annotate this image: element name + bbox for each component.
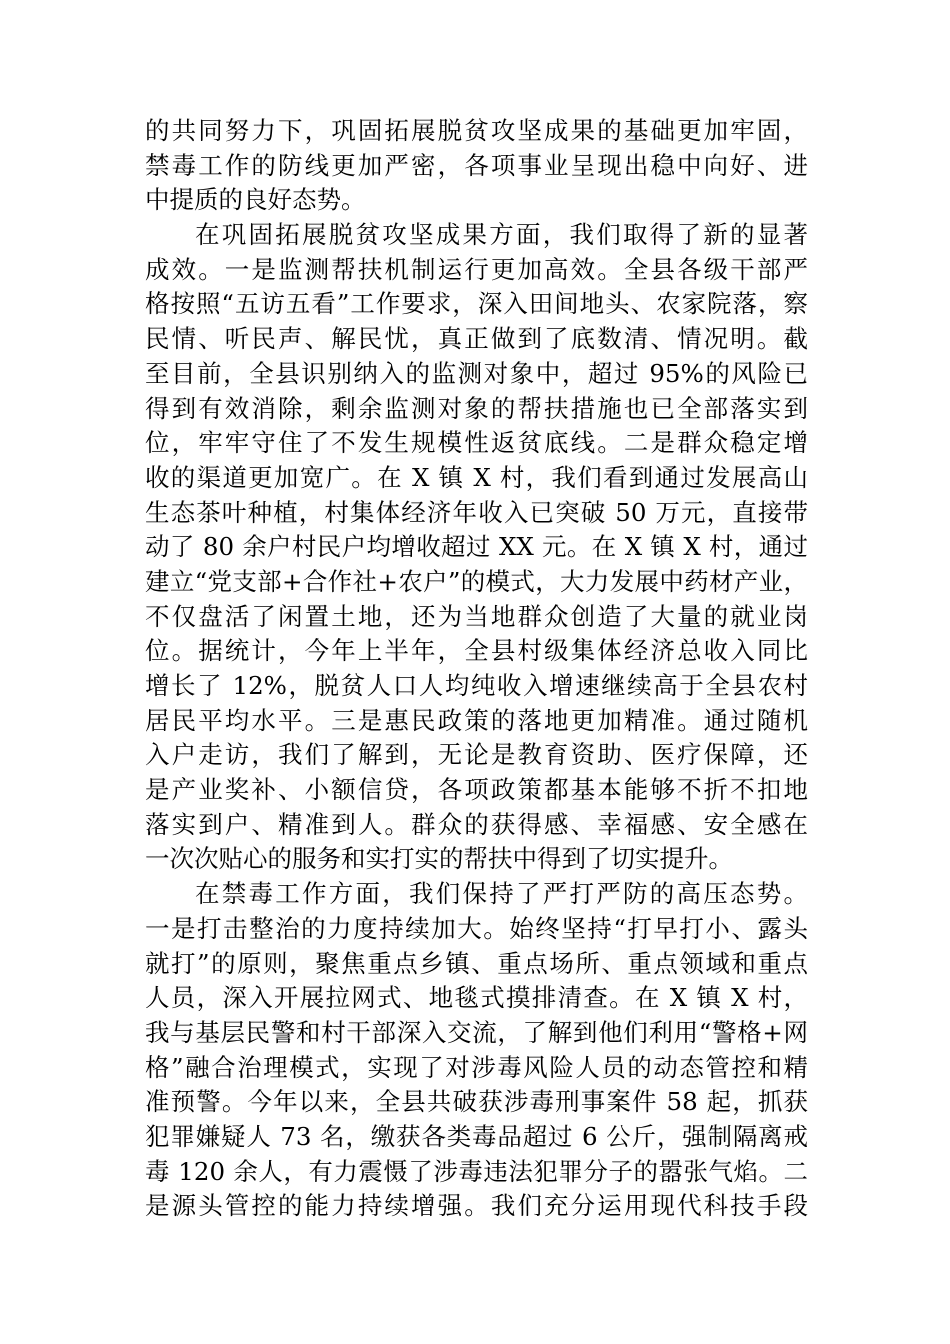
text-line-26: 人员，深入开展拉网式、地毯式摸排清查。在 X 镇 X 村， bbox=[145, 983, 808, 1013]
text-line-5: 成效。一是监测帮扶机制运行更加高效。全县各级干部严 bbox=[145, 254, 808, 284]
text-line-18: 居民平均水平。三是惠民政策的落地更加精准。通过随机 bbox=[145, 705, 808, 735]
text-line-14: 建立“党支部+合作社+农户”的模式，大力发展中药材产业， bbox=[145, 566, 808, 596]
text-line-32: 是源头管控的能力持续增强。我们充分运用现代科技手段 bbox=[145, 1191, 808, 1221]
text-line-22: 一次次贴心的服务和实打实的帮扶中得到了切实提升。 bbox=[145, 844, 733, 874]
text-line-17: 增长了 12%，脱贫人口人均纯收入增速继续高于全县农村 bbox=[145, 671, 808, 700]
text-line-16: 位。据统计，今年上半年，全县村级集体经济总收入同比 bbox=[145, 636, 808, 666]
text-line-9: 得到有效消除，剩余监测对象的帮扶措施也已全部落实到 bbox=[145, 393, 808, 423]
body-text bbox=[145, 114, 808, 1224]
text-line-6: 格按照“五访五看”工作要求，深入田间地头、农家院落，察 bbox=[145, 289, 808, 319]
text-line-12: 生态茶叶种植，村集体经济年收入已突破 50 万元，直接带 bbox=[145, 497, 808, 527]
text-line-11: 收的渠道更加宽广。在 X 镇 X 村，我们看到通过发展高山 bbox=[145, 462, 808, 492]
text-line-30: 犯罪嫌疑人 73 名，缴获各类毒品超过 6 公斤，强制隔离戒 bbox=[145, 1121, 808, 1151]
text-line-10: 位，牢牢守住了不发生规模性返贫底线。二是群众稳定增 bbox=[145, 428, 808, 458]
text-line-23: 在禁毒工作方面，我们保持了严打严防的高压态势。 bbox=[195, 879, 808, 909]
text-line-13: 动了 80 余户村民户均增收超过 XX 元。在 X 镇 X 村，通过 bbox=[145, 532, 808, 562]
text-line-24: 一是打击整治的力度持续加大。始终坚持“打早打小、露头 bbox=[145, 913, 808, 943]
text-line-8: 至目前，全县识别纳入的监测对象中，超过 95%的风险已 bbox=[145, 358, 808, 388]
text-line-20: 是产业奖补、小额信贷，各项政策都基本能够不折不扣地 bbox=[145, 775, 808, 805]
text-line-1: 的共同努力下，巩固拓展脱贫攻坚成果的基础更加牢固， bbox=[145, 116, 808, 145]
text-line-2: 禁毒工作的防线更加严密，各项事业呈现出稳中向好、进 bbox=[145, 150, 808, 180]
text-line-3: 中提质的良好态势。 bbox=[145, 185, 366, 215]
text-line-28: 格”融合治理模式，实现了对涉毒风险人员的动态管控和精 bbox=[145, 1052, 808, 1082]
text-line-15: 不仅盘活了闲置土地，还为当地群众创造了大量的就业岗 bbox=[145, 601, 808, 631]
text-line-21: 落实到户、精准到人。群众的获得感、幸福感、安全感在 bbox=[145, 809, 808, 839]
text-line-19: 入户走访，我们了解到，无论是教育资助、医疗保障，还 bbox=[145, 740, 808, 770]
text-line-27: 我与基层民警和村干部深入交流，了解到他们利用“警格+网 bbox=[145, 1017, 808, 1047]
text-line-4: 在巩固拓展脱贫攻坚成果方面，我们取得了新的显著 bbox=[195, 220, 808, 250]
text-line-25: 就打”的原则，聚焦重点乡镇、重点场所、重点领域和重点 bbox=[145, 948, 808, 978]
text-line-7: 民情、听民声、解民忧，真正做到了底数清、情况明。截 bbox=[145, 324, 808, 354]
text-line-31: 毒 120 余人，有力震慑了涉毒违法犯罪分子的嚣张气焰。二 bbox=[145, 1156, 808, 1186]
text-line-29: 准预警。今年以来，全县共破获涉毒刑事案件 58 起，抓获 bbox=[145, 1087, 808, 1117]
